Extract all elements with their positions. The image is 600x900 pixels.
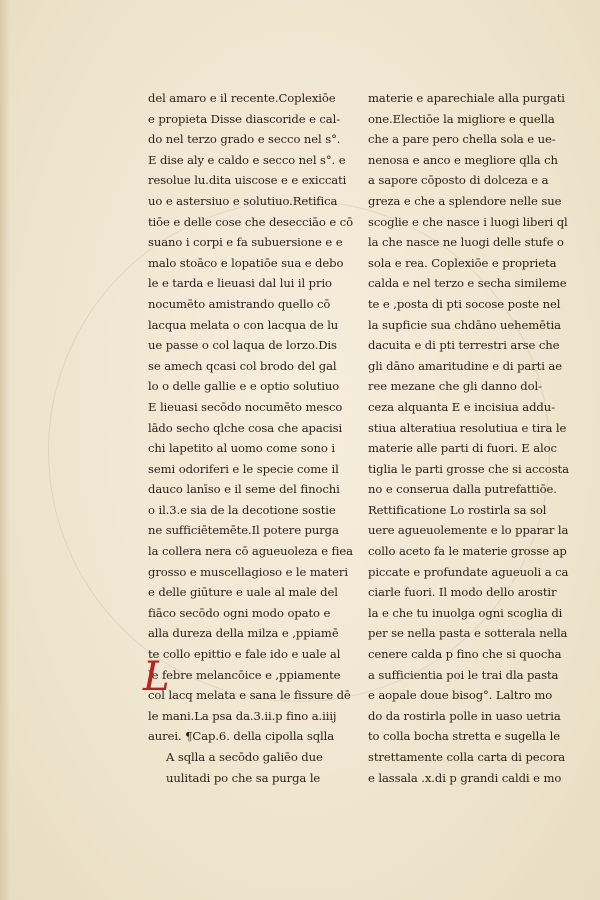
text-line: scoglie e che nasce i luogi liberi ql — [368, 214, 568, 229]
text-line: strettamente colla carta di pecora — [368, 750, 566, 764]
text-line: E lieuasi secōdo nocumēto mesco — [148, 399, 343, 414]
text-line: do nel terzo grado e secco nel s°. — [148, 132, 341, 147]
text-line: uulitadi po che sa purga le — [166, 770, 321, 785]
rubricated-initial: L — [143, 654, 170, 700]
text-line: uo e astersiuo e solutiuo.Retifica — [148, 193, 338, 208]
text-line: uere agueuolemente e lo pparar la — [368, 523, 569, 538]
text-line: la collera nera cō agueuoleza e fiea — [148, 544, 353, 559]
text-line: del amaro e il recente.Coplexiōe — [148, 91, 336, 105]
left-text-column — [148, 88, 353, 788]
text-line: aurei. ¶Cap.6. della cipolla sqlla — [148, 729, 335, 744]
page-edge — [0, 0, 10, 900]
text-line: dacuita e di pti terrestri arse che — [368, 338, 560, 353]
text-line: e delle giūture e uale al male del — [148, 585, 338, 600]
text-line: fiāco secōdo ogni modo opato e — [148, 605, 331, 620]
text-line: le febre melancōice e ,ppiamente — [148, 667, 341, 682]
text-line: a sapore cōposto di dolceza e a — [368, 173, 549, 188]
text-line: per se nella pasta e sotterala nella — [368, 626, 568, 641]
text-line: E dise aly e caldo e secco nel s°. e — [148, 152, 346, 167]
text-line: collo aceto fa le materie grosse ap — [368, 544, 567, 559]
text-line: la che nasce ne luogi delle stufe o — [368, 235, 564, 250]
text-line: che a pare pero chella sola e ue- — [368, 132, 556, 147]
text-line: resolue lu.dita uiscose e e exiccati — [148, 173, 347, 188]
text-line: la supficie sua chdāno uehemētia — [368, 317, 561, 332]
text-line: Rettificatione Lo rostirla sa sol — [368, 502, 547, 517]
text-line: ciarle fuori. Il modo dello arostir — [368, 585, 557, 600]
text-line: materie e aparechiale alla purgati — [368, 91, 565, 105]
text-line: a sufficientia poi le trai dla pasta — [368, 667, 559, 682]
text-line: tiōe e delle cose che desecciāo e cō — [148, 214, 353, 229]
text-line: le e tarda e lieuasi dal lui il prio — [148, 276, 332, 291]
text-line: ceza alquanta E e incisiua addu- — [368, 399, 555, 414]
text-line: to colla bocha stretta e sugella le — [368, 729, 561, 744]
text-line: sola e rea. Coplexiōe e proprieta — [368, 255, 557, 270]
text-line: suano i corpi e fa subuersione e e — [148, 235, 343, 250]
text-line: do da rostirla polle in uaso uetria — [368, 708, 561, 723]
text-line: te e ,posta di pti socose poste nel — [368, 296, 561, 311]
text-line: nenosa e anco e megliore qlla ch — [368, 152, 558, 167]
text-line: e propieta Disse diascoride e cal- — [148, 111, 341, 126]
right-text-column — [368, 88, 586, 788]
text-line: materie alle parti di fuori. E aloc — [368, 441, 557, 456]
text-line: greza e che a splendore nelle sue — [368, 193, 562, 208]
text-line: malo stoāco e lopatiōe sua e debo — [148, 255, 344, 270]
text-line: gli dāno amaritudine e di parti ae — [368, 358, 562, 373]
text-line: semi odoriferi e le specie come il — [148, 461, 339, 476]
text-line: grosso e muscellagioso e le materi — [148, 564, 348, 579]
text-line: stiua alteratiua resolutiua e tira le — [368, 420, 567, 435]
text-line: A sqlla a secōdo galiēo due — [166, 750, 323, 764]
text-line: no e conserua dalla putrefattiōe. — [368, 482, 557, 497]
text-line: nocumēto amistrando quello cō — [148, 296, 331, 311]
text-line: ne sufficiētemēte.Il potere purga — [148, 523, 339, 538]
text-line: se amech qcasi col brodo del gal — [148, 358, 337, 373]
text-line: chi lapetito al uomo come sono i — [148, 441, 335, 456]
text-line: tiglia le parti grosse che si accosta — [368, 461, 569, 476]
text-line: lādo secho qlche cosa che apacisi — [148, 420, 343, 435]
text-line: alla dureza della milza e ,ppiamē — [148, 626, 339, 641]
text-line: e lassala .x.di p grandi caldi e mo — [368, 770, 562, 785]
text-line: le mani.La psa da.3.ii.p fino a.iiij — [148, 708, 337, 723]
text-line: e aopale doue bisog°. Laltro mo — [368, 688, 553, 703]
text-line: o il.3.e sia de la decotione sostie — [148, 502, 336, 517]
text-line: lo o delle gallie e e optio solutiuo — [148, 379, 340, 394]
text-line: lacqua melata o con lacqua de lu — [148, 317, 339, 332]
text-line: ree mezane che gli danno dol- — [368, 379, 542, 394]
text-line: te collo epittio e fale ido e uale al — [148, 647, 341, 662]
text-line: ue passe o col laqua de lorzo.Dis — [148, 338, 337, 353]
text-line: piccate e profundate agueuoli a ca — [368, 564, 569, 579]
text-line: col lacq melata e sana le fissure dē — [148, 688, 351, 703]
text-line: one.Electiōe la migliore e quella — [368, 111, 555, 126]
text-line: la e che tu inuolga ogni scoglia di — [368, 605, 563, 620]
text-line: dauco lanīso e il seme del finochi — [148, 482, 340, 497]
text-line: cenere calda p fino che si quocha — [368, 647, 562, 662]
text-line: calda e nel terzo e secha simileme — [368, 276, 567, 291]
